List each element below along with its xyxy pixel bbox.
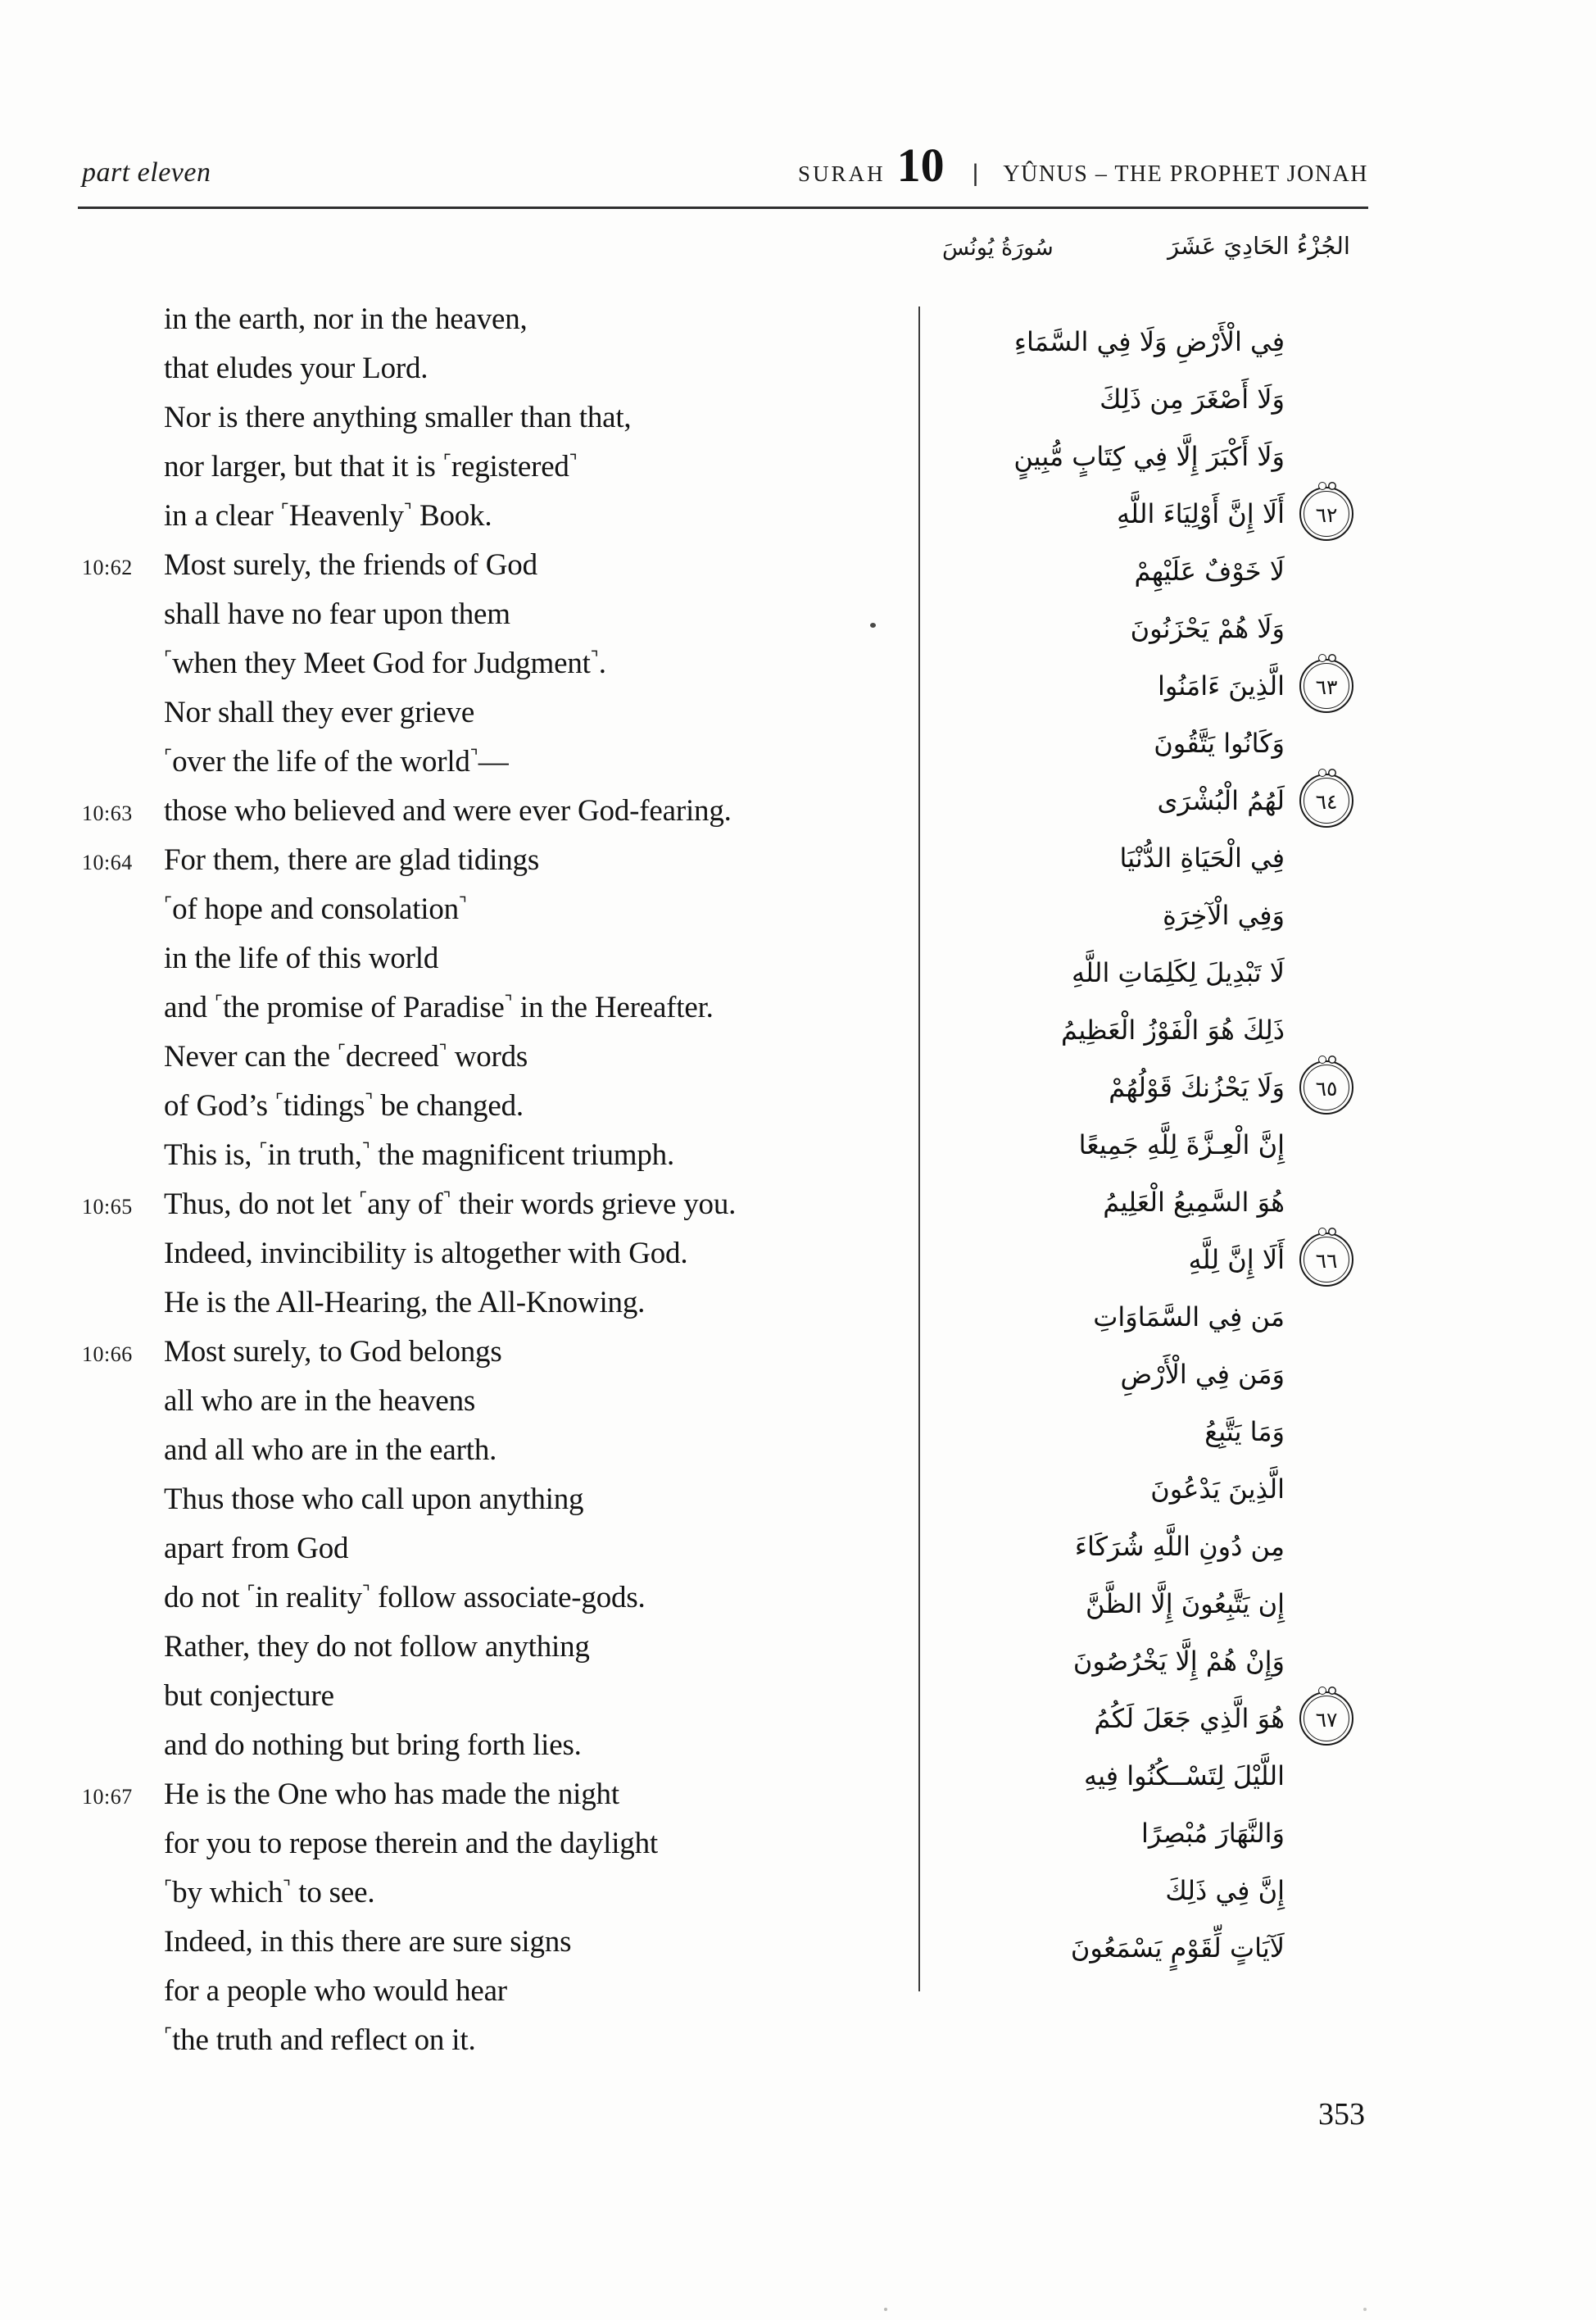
arabic-line	[926, 1059, 1368, 1116]
verse-medallion-number: ٦٧	[1315, 1707, 1338, 1732]
english-line-text: and do nothing but bring forth lies.	[164, 1728, 582, 1762]
surah-calligraphy-mark: سُورَةُ يُونُسَ	[942, 235, 1054, 261]
column-divider-rule	[918, 306, 920, 1991]
medallion-slot	[1285, 1691, 1368, 1746]
english-line-text: Never can the ⌜decreed⌝ words	[164, 1040, 528, 1074]
verse-number-label: 10:64	[82, 851, 133, 874]
arabic-line	[926, 485, 1368, 543]
english-line-text: He is the All-Hearing, the All-Knowing.	[164, 1286, 646, 1319]
arabic-line-text: وَلَا هُمْ يَحْزَنُونَ	[1130, 613, 1285, 644]
verse-medallion-number: ٦٢	[1315, 502, 1338, 527]
english-line-text: ⌜over the life of the world⌝—	[164, 745, 509, 779]
scan-speck	[884, 2308, 887, 2311]
verse-number-label: 10:62	[82, 556, 133, 579]
arabic-line	[926, 715, 1368, 772]
english-line-text: ⌜the truth and reflect on it.	[164, 2023, 476, 2057]
arabic-line-text: وَلَا يَحْزُنكَ قَوْلُهُمْ	[1109, 1072, 1285, 1103]
english-line	[82, 941, 914, 990]
english-line-text: in a clear ⌜Heavenly⌝ Book.	[164, 499, 492, 533]
arabic-line	[926, 1001, 1368, 1059]
arabic-line-text: وَفِي الْآخِرَةِ	[1163, 900, 1285, 931]
arabic-line-text: لَا خَوْفٌ عَلَيْهِمْ	[1134, 556, 1285, 587]
verse-medallion	[1299, 1691, 1353, 1746]
arabic-line	[926, 1632, 1368, 1690]
verse-medallion	[1299, 659, 1353, 713]
english-line	[82, 1236, 914, 1285]
english-line-text: Indeed, invincibility is altogether with God.	[164, 1237, 688, 1270]
arabic-line-text: وَالنَّهَارَ مُبْصِرًا	[1141, 1818, 1285, 1849]
english-line-text: shall have no fear upon them	[164, 597, 510, 631]
english-line-text: He is the One who has made the night	[164, 1777, 619, 1811]
english-line	[82, 793, 914, 842]
english-line	[82, 1334, 914, 1383]
arabic-line-text: هُوَ السَّمِيعُ الْعَلِيمُ	[1103, 1187, 1285, 1218]
english-line	[82, 302, 914, 351]
arabic-line	[926, 829, 1368, 887]
medallion-slot	[1285, 774, 1368, 828]
english-line-text: do not ⌜in reality⌝ follow associate-gods.	[164, 1581, 646, 1614]
arabic-line-text: لَآيَاتٍ لِّقَوْمٍ يَسْمَعُونَ	[1070, 1932, 1285, 1964]
english-line-text: in the earth, nor in the heaven,	[164, 302, 528, 336]
english-line-text: of God’s ⌜tidings⌝ be changed.	[164, 1089, 524, 1123]
english-line-text: that eludes your Lord.	[164, 352, 428, 385]
english-line-text: nor larger, but that it is ⌜registered⌝	[164, 450, 578, 484]
english-line	[82, 1482, 914, 1531]
arabic-line	[926, 1288, 1368, 1346]
english-line	[82, 842, 914, 892]
arabic-line-text: وَمَن فِي الْأَرْضِ	[1120, 1359, 1285, 1390]
arabic-line-text: مِن دُونِ اللَّهِ شُرَكَاءَ	[1074, 1531, 1285, 1562]
arabic-line-text: إِنَّ فِي ذَلِكَ	[1165, 1875, 1285, 1906]
verse-medallion	[1299, 1060, 1353, 1115]
arabic-verse-column	[926, 313, 1368, 1977]
arabic-line-text: فِي الْأَرْضِ وَلَا فِي السَّمَاءِ	[1013, 326, 1285, 357]
arabic-line-text: فِي الْحَيَاةِ الدُّنْيَا	[1119, 842, 1285, 874]
english-line-text: This is, ⌜in truth,⌝ the magnificent triumph.	[164, 1138, 674, 1172]
arabic-line	[926, 1919, 1368, 1977]
medallion-slot	[1285, 659, 1368, 713]
english-line	[82, 1531, 914, 1580]
arabic-line-text: ذَلِكَ هُوَ الْفَوْزُ الْعَظِيمُ	[1061, 1015, 1285, 1046]
verse-medallion	[1299, 774, 1353, 828]
english-line-text: ⌜when they Meet God for Judgment⌝.	[164, 647, 606, 680]
english-line-text: those who believed and were ever God-fearing.	[164, 794, 732, 828]
english-line	[82, 1629, 914, 1678]
english-line	[82, 2023, 914, 2072]
arabic-line	[926, 887, 1368, 944]
english-line-text: Thus those who call upon anything	[164, 1482, 584, 1516]
english-line	[82, 1285, 914, 1334]
verse-number-label: 10:65	[82, 1195, 133, 1219]
arabic-line-text: أَلَا إِنَّ لِلَّهِ	[1188, 1244, 1285, 1275]
arabic-line-text: اللَّيْلَ لِتَسْــكُنُوا فِيهِ	[1083, 1760, 1285, 1791]
arabic-line	[926, 1747, 1368, 1805]
surah-word: SURAH	[798, 161, 886, 186]
english-line-text: ⌜of hope and consolation⌝	[164, 892, 468, 926]
english-line	[82, 1383, 914, 1432]
arabic-line-text: إِنَّ الْعِـزَّةَ لِلَّهِ جَمِيعًا	[1078, 1129, 1285, 1160]
english-line	[82, 1875, 914, 1924]
english-line	[82, 1137, 914, 1187]
verse-medallion	[1299, 1233, 1353, 1287]
arabic-line-text: أَلَا إِنَّ أَوْلِيَاءَ اللَّهِ	[1117, 498, 1285, 529]
english-line	[82, 400, 914, 449]
verse-number-label: 10:63	[82, 801, 133, 825]
english-translation-column	[82, 302, 914, 2072]
arabic-line	[926, 944, 1368, 1001]
verse-medallion-number: ٦٥	[1315, 1076, 1338, 1101]
surah-header	[798, 138, 1368, 193]
english-line	[82, 1728, 914, 1777]
verse-medallion-number: ٦٦	[1315, 1248, 1338, 1273]
english-line-text: For them, there are glad tidings	[164, 843, 540, 877]
medallion-slot	[1285, 1233, 1368, 1287]
english-line-text: Rather, they do not follow anything	[164, 1630, 590, 1664]
english-line-text: Most surely, the friends of God	[164, 548, 537, 582]
english-line	[82, 1432, 914, 1482]
english-line	[82, 1924, 914, 1973]
arabic-line	[926, 600, 1368, 657]
english-line	[82, 1187, 914, 1236]
arabic-line	[926, 657, 1368, 715]
english-line-text: Most surely, to God belongs	[164, 1335, 502, 1369]
ink-speck	[870, 623, 876, 628]
medallion-slot	[1285, 1060, 1368, 1115]
arabic-line	[926, 1346, 1368, 1403]
arabic-line-text: الَّذِينَ ءَامَنُوا	[1157, 670, 1285, 701]
header-rule	[78, 207, 1368, 209]
english-line-text: Nor shall they ever grieve	[164, 696, 475, 729]
english-line	[82, 1678, 914, 1728]
english-line-text: in the life of this world	[164, 942, 439, 975]
english-line	[82, 351, 914, 400]
english-line-text: all who are in the heavens	[164, 1384, 476, 1418]
english-line-text: and ⌜the promise of Paradise⌝ in the Hereafter.	[164, 991, 714, 1024]
arabic-line-text: وَكَانُوا يَتَّقُونَ	[1154, 728, 1285, 759]
english-line-text: for a people who would hear	[164, 1974, 507, 2008]
arabic-line	[926, 1460, 1368, 1518]
english-line	[82, 990, 914, 1039]
arabic-line-text: الَّذِينَ يَدْعُونَ	[1150, 1473, 1285, 1505]
juz-calligraphy-mark: الجُزْءُ الحَادِيَ عَشَرَ	[1168, 232, 1350, 260]
arabic-line	[926, 1116, 1368, 1174]
arabic-line-text: إِن يَتَّبِعُونَ إِلَّا الظَّنَّ	[1086, 1588, 1285, 1619]
english-line-text: for you to repose therein and the daylight	[164, 1827, 658, 1860]
english-line-text: Thus, do not let ⌜any of⌝ their words grieve you.	[164, 1187, 737, 1221]
arabic-line	[926, 543, 1368, 600]
scan-speck	[1363, 2308, 1367, 2311]
verse-medallion-number: ٦٤	[1315, 789, 1338, 814]
arabic-line-text: لَهُمُ الْبُشْرَى	[1157, 785, 1285, 816]
english-line	[82, 1580, 914, 1629]
arabic-line	[926, 1518, 1368, 1575]
arabic-line-text: لَا تَبْدِيلَ لِكَلِمَاتِ اللَّهِ	[1071, 957, 1285, 988]
verse-number-label: 10:66	[82, 1342, 133, 1366]
arabic-line	[926, 1231, 1368, 1288]
arabic-line-text: وَلَا أَصْغَرَ مِن ذَلِكَ	[1100, 384, 1285, 415]
english-line-text: apart from God	[164, 1532, 349, 1565]
page-header	[82, 138, 1368, 195]
arabic-line	[926, 1805, 1368, 1862]
english-line	[82, 547, 914, 597]
arabic-line-text: وَإِنْ هُمْ إِلَّا يَخْرُصُونَ	[1072, 1646, 1285, 1677]
english-line-text: and all who are in the earth.	[164, 1433, 497, 1467]
arabic-line	[926, 1862, 1368, 1919]
english-line	[82, 1826, 914, 1875]
arabic-line	[926, 313, 1368, 370]
arabic-line-text: وَلَا أَكْبَرَ إِلَّا فِي كِتَابٍ مُّبِينٍ	[1013, 441, 1285, 472]
english-line	[82, 1039, 914, 1088]
english-line	[82, 498, 914, 547]
english-line-text: Indeed, in this there are sure signs	[164, 1925, 572, 1959]
verse-medallion-number: ٦٣	[1315, 674, 1338, 699]
surah-number: 10	[896, 138, 945, 192]
english-line	[82, 449, 914, 498]
english-line	[82, 646, 914, 695]
surah-title: YÛNUS – THE PROPHET JONAH	[1003, 161, 1368, 187]
part-label: part eleven	[82, 157, 211, 188]
english-line	[82, 597, 914, 646]
arabic-line	[926, 1575, 1368, 1632]
english-line	[82, 744, 914, 793]
arabic-line	[926, 428, 1368, 485]
arabic-line-text: هُوَ الَّذِي جَعَلَ لَكُمُ	[1094, 1703, 1285, 1734]
english-line	[82, 1777, 914, 1826]
english-line	[82, 892, 914, 941]
header-separator: |	[972, 160, 979, 187]
arabic-line-text: وَمَا يَتَّبِعُ	[1204, 1416, 1285, 1447]
arabic-line	[926, 1690, 1368, 1747]
english-line	[82, 695, 914, 744]
arabic-line	[926, 772, 1368, 829]
english-line	[82, 1088, 914, 1137]
arabic-line	[926, 1174, 1368, 1231]
english-line-text: Nor is there anything smaller than that,	[164, 401, 632, 434]
english-line-text: ⌜by which⌝ to see.	[164, 1876, 375, 1909]
verse-medallion	[1299, 487, 1353, 541]
arabic-line	[926, 1403, 1368, 1460]
verse-number-label: 10:67	[82, 1785, 133, 1809]
english-line	[82, 1973, 914, 2023]
arabic-line-text: مَن فِي السَّمَاوَاتِ	[1093, 1301, 1285, 1333]
medallion-slot	[1285, 487, 1368, 541]
arabic-line	[926, 370, 1368, 428]
page-number: 353	[1318, 2097, 1365, 2132]
english-line-text: but conjecture	[164, 1679, 334, 1713]
